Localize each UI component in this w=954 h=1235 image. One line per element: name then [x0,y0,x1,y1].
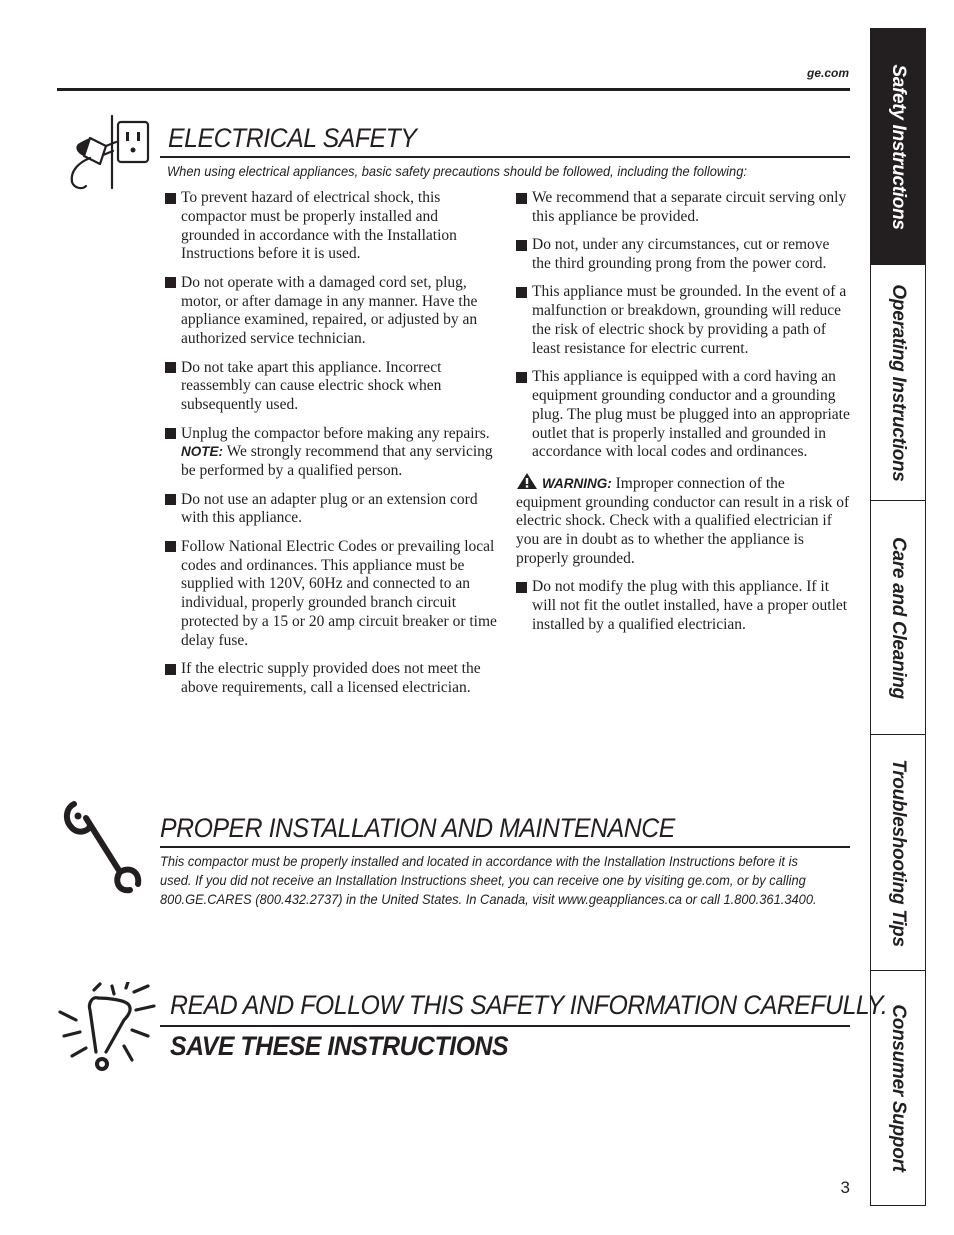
list-item: This appliance is equipped with a cord having an equipment grounding conductor and a grounding plug. The plug must be plugged into an appropriate outlet that is properly installed and grounded in accordance with local codes and ordinances. [516,368,851,462]
electrical-safety-intro: When using electrical appliances, basic safety precautions should be followed, including the following: [167,163,747,179]
list-item-text: We strongly recommend that any servicing be performed by a qualified person. [181,443,493,480]
note-label: NOTE: [181,444,223,460]
list-item: Do not take apart this appliance. Incorrect reassembly can cause electric shock when subsequently used. [165,359,500,415]
installation-intro: This compactor must be properly installed and located in accordance with the Installation Instructions before it is used. If you did not receive an Installation Instructions sheet, you can receive one by visiting ge.com, or by calling 800.GE.CARES (800.432.2737) in the United States. In Canada, visit www.geappliances.ca or call 1.800.361.3400. [160,853,817,907]
list-item: Do not use an adapter plug or an extension cord with this appliance. [165,491,500,529]
tab-troubleshooting-tips[interactable] [871,735,925,971]
section-tabs [870,28,926,1206]
exclamation-alert-icon [58,982,156,1076]
warning-label: WARNING: [542,475,612,491]
tab-label: Safety Instructions [888,63,909,230]
tab-label: Troubleshooting Tips [888,758,909,947]
list-item: If the electric supply provided does not meet the above requirements, call a licensed electrician. [165,660,500,698]
list-item [165,425,500,481]
page-number: 3 [840,1178,850,1197]
warning-triangle-icon [516,472,538,490]
list-item: Do not operate with a damaged cord set, plug, motor, or after damage in any manner. Have the appliance examined, repaired, or adjusted by an authorized service technician. [165,274,500,349]
list-item: We recommend that a separate circuit serving only this appliance be provided. [516,189,851,227]
warning-text: Improper connection of the equipment grounding conductor can result in a risk of electric shock. Check with a qualified electrician if you are in doubt as to whether the appliance is properly grounded. [516,474,850,567]
tab-safety-instructions[interactable] [871,29,925,265]
list-item: Follow National Electric Codes or prevailing local codes and ordinances. This appliance must be supplied with 120V, 60Hz and connected to an individual, properly grounded branch circuit protected by a 15 or 20 amp circuit breaker or time delay fuse. [165,538,500,651]
tab-care-and-cleaning[interactable] [871,501,925,735]
read-follow-title: READ AND FOLLOW THIS SAFETY INFORMATION CAREFULLY. [170,990,888,1020]
electrical-safety-right-column [516,189,851,644]
tab-label: Consumer Support [888,1003,909,1172]
electrical-safety-rule [160,156,850,158]
list-item-text: Unplug the compactor before making any repairs. [181,424,490,442]
installation-rule [160,846,850,848]
installation-title: PROPER INSTALLATION AND MAINTENANCE [160,813,675,843]
list-item: To prevent hazard of electrical shock, this compactor must be properly installed and grounded in accordance with the Installation Instructions before it is used. [165,189,500,264]
electrical-safety-title: ELECTRICAL SAFETY [168,123,417,153]
list-item: This appliance must be grounded. In the event of a malfunction or breakdown, grounding will reduce the risk of electric shock by providing a path of least resistance for electric current. [516,283,851,358]
list-item: Do not, under any circumstances, cut or remove the third grounding prong from the power cord. [516,236,851,274]
list-item: Do not modify the plug with this appliance. If it will not fit the outlet installed, have a proper outlet installed by a qualified electrician. [516,578,851,634]
top-rule [57,88,850,91]
wrench-icon [60,800,144,896]
tab-operating-instructions[interactable] [871,265,925,501]
save-instructions-heading: SAVE THESE INSTRUCTIONS [170,1031,509,1061]
warning-paragraph [516,472,851,569]
read-follow-rule [160,1025,850,1027]
tab-label: Care and Cleaning [888,536,909,699]
site-url: ge.com [806,66,849,80]
electrical-safety-left-column [165,189,500,707]
tab-consumer-support[interactable] [871,971,925,1204]
plug-outlet-icon [60,112,156,194]
tab-label: Operating Instructions [888,283,909,482]
